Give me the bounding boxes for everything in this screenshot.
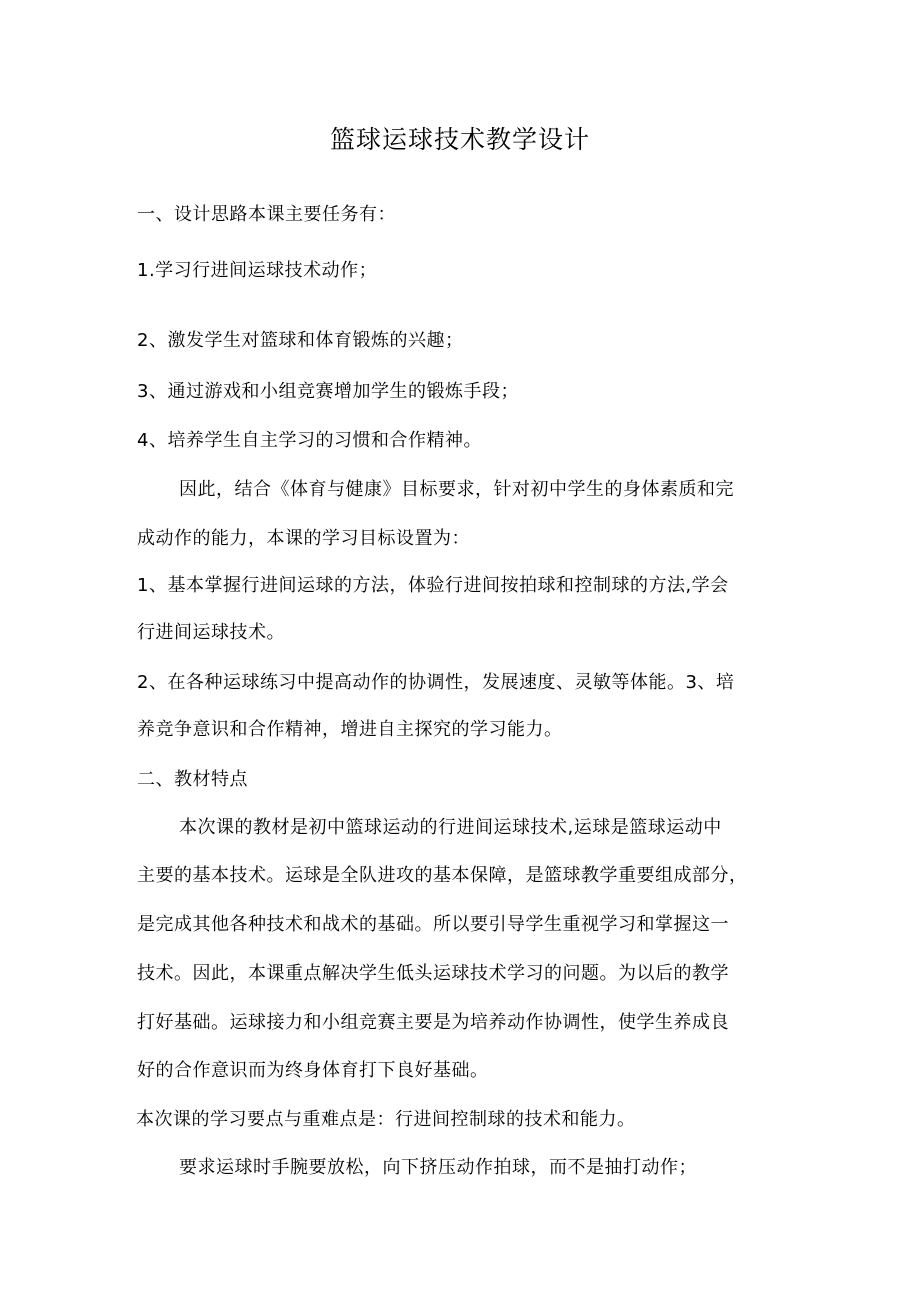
paragraph-materials-line-4: 技术。因此，本课重点解决学生低头运球技术学习的问题。为以后的教学: [137, 963, 729, 984]
section-heading-materials: 二、教材特点: [137, 769, 248, 790]
paragraph-goals-line-2: 成动作的能力，本课的学习目标设置为：: [137, 528, 470, 549]
document-title: 篮球运球技术教学设计: [329, 125, 590, 154]
section-heading-design-idea: 一、设计思路本课主要任务有：: [137, 204, 396, 225]
paragraph-materials-line-5: 打好基础。运球接力和小组竞赛主要是为培养动作协调性，使学生养成良: [137, 1012, 729, 1033]
paragraph-materials-line-3: 是完成其他各种技术和战术的基础。所以要引导学生重视学习和掌握这一: [137, 914, 729, 935]
paragraph-key-points: 本次课的学习要点与重难点是：行进间控制球的技术和能力。: [136, 1109, 636, 1130]
paragraph-materials-line-6: 好的合作意识而为终身体育打下良好基础。: [137, 1060, 489, 1081]
goal-item-1-line-2: 行进间运球技术。: [137, 622, 285, 643]
paragraph-materials-line-1: 本次课的教材是初中篮球运动的行进间运球技术,运球是篮球运动中: [179, 817, 722, 838]
task-item-4: 4、培养学生自主学习的习惯和合作精神。: [137, 430, 482, 451]
goal-item-2-line-2: 养竞争意识和合作精神，增进自主探究的学习能力。: [137, 719, 563, 740]
task-item-3: 3、通过游戏和小组竞赛增加学生的锻炼手段；: [137, 381, 519, 402]
goal-item-2-line-1: 2、在各种运球练习中提高动作的协调性，发展速度、灵敏等体能。3、培: [137, 672, 735, 693]
paragraph-goals-line-1: 因此，结合《体育与健康》目标要求，针对初中学生的身体素质和完: [179, 479, 734, 500]
goal-item-1-line-1: 1、基本掌握行进间运球的方法，体验行进间按拍球和控制球的方法,学会: [137, 575, 729, 596]
task-item-2: 2、激发学生对篮球和体育锻炼的兴趣；: [137, 330, 464, 351]
task-item-1: 1.学习行进间运球技术动作；: [137, 260, 378, 281]
paragraph-requirements: 要求运球时手腕要放松，向下挤压动作拍球，而不是抽打动作；: [179, 1157, 697, 1178]
paragraph-materials-line-2: 主要的基本技术。运球是全队进攻的基本保障，是篮球教学重要组成部分，: [137, 865, 748, 886]
